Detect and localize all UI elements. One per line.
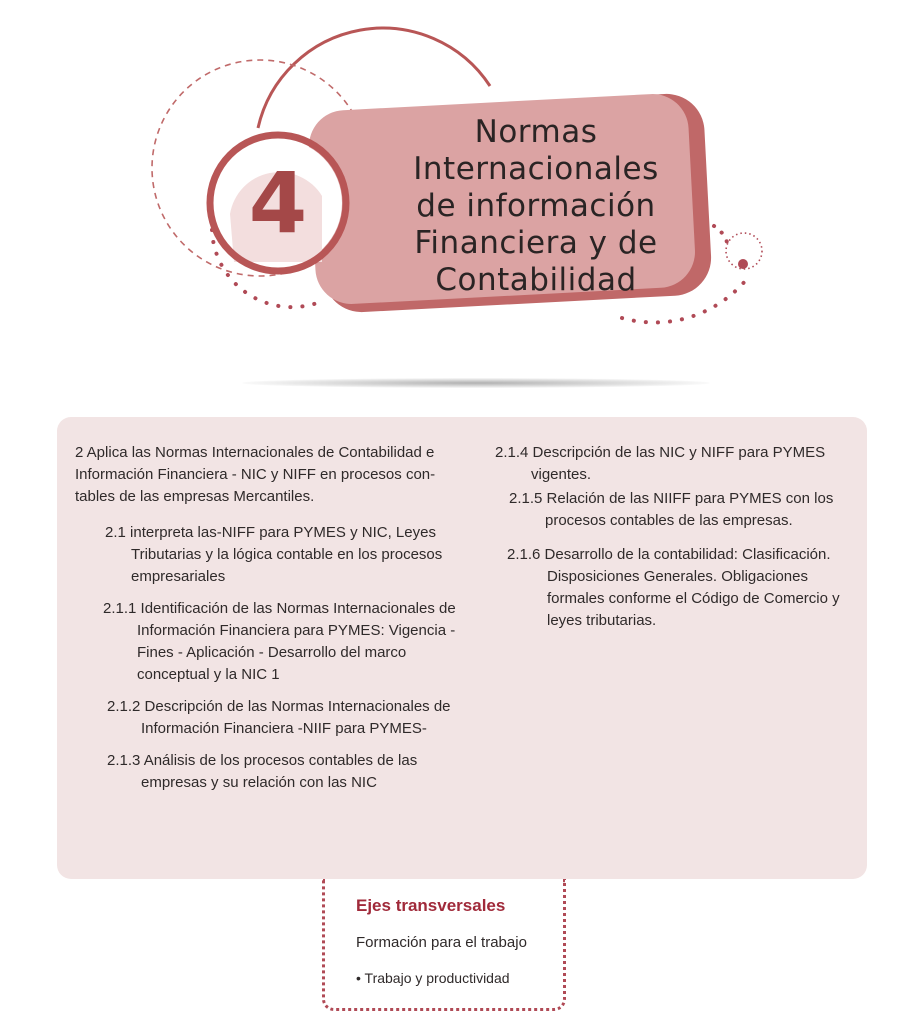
list-item: 2.1 interpreta las-NIFF para PYMES y NIC, Leyes Tributarias y la lógica contable en los procesos empresariales (105, 524, 443, 585)
title-line: de información (416, 187, 656, 224)
ejes-bullet-item: • Trabajo y productividad (356, 970, 510, 986)
competency-intro: 2 Aplica las Normas Internacionales de Contabilidad e Información Financiera - NIC y NIFF en procesos con-tables de las empresas Mercantiles. (75, 444, 436, 505)
content-right-column (495, 442, 855, 642)
content-left-column (75, 442, 475, 804)
divider-shadow (242, 378, 710, 388)
title-line: Contabilidad (435, 261, 637, 298)
list-item: 2.1.5 Relación de las NIIFF para PYMES con los procesos contables de las empresas. (509, 490, 834, 529)
title-line: Internacionales (413, 150, 659, 187)
ejes-subtitle: Formación para el trabajo (356, 934, 527, 951)
list-item: 2.1.3 Análisis de los procesos contables de las empresas y su relación con las NIC (107, 752, 418, 791)
list-item: 2.1.6 Desarrollo de la contabilidad: Clasificación. Disposiciones Generales. Obligaciones formales conforme el Código de Comercio y leyes tributarias. (507, 546, 840, 629)
chapter-title (378, 112, 694, 300)
title-line: Normas (474, 113, 598, 150)
ejes-title: Ejes transversales (356, 896, 506, 915)
list-item: 2.1.4 Descripción de las NIC y NIFF para PYMES vigentes. (495, 444, 826, 483)
small-dot (738, 259, 748, 269)
chapter-number: 4 (248, 154, 308, 252)
title-line: Financiera y de (414, 224, 658, 261)
list-item: 2.1.1 Identificación de las Normas Internacionales de Información Financiera para PYMES: Vigencia - Fines - Aplicación - Desarrollo del marco conceptual y la NIC 1 (103, 600, 456, 683)
list-item: 2.1.2 Descripción de las Normas Internacionales de Información Financiera -NIIF para PYMES- (107, 698, 451, 737)
dotted-arc-right-top (714, 226, 728, 246)
